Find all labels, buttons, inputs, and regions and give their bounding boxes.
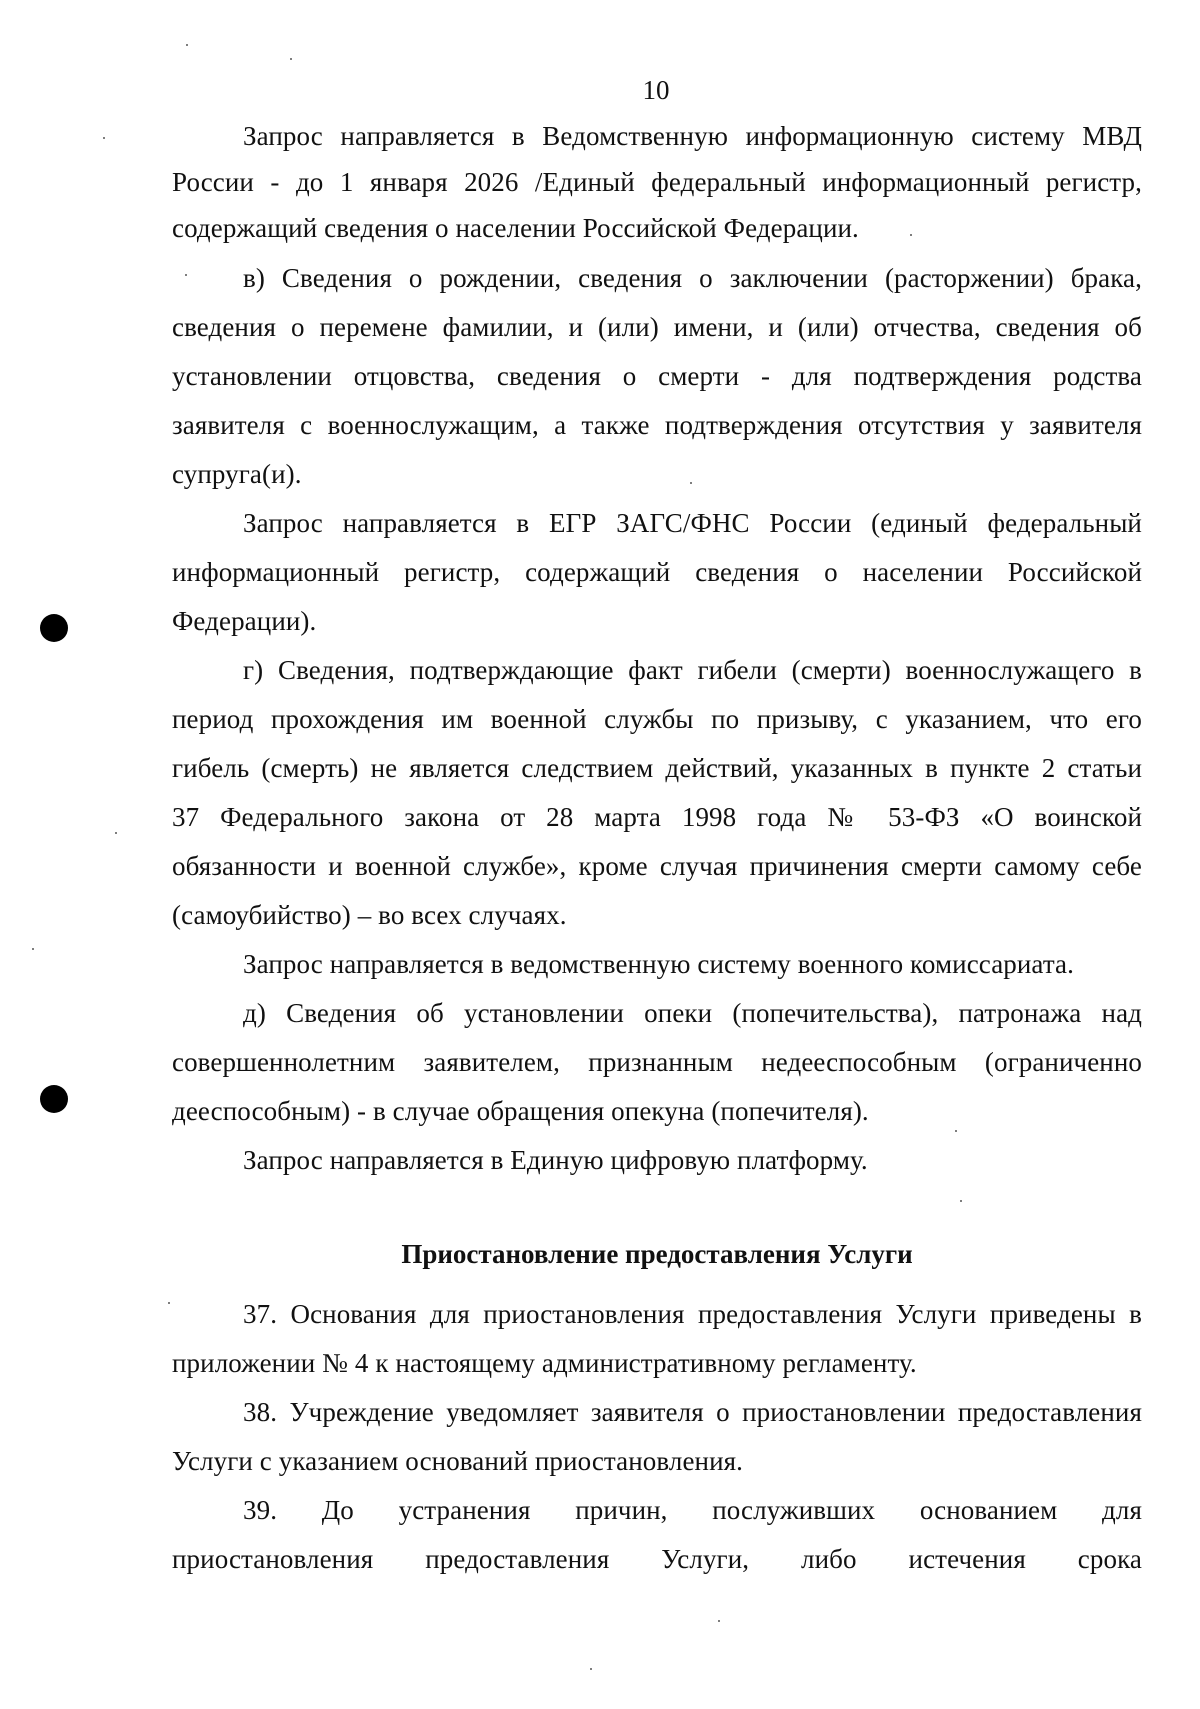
- paragraph-line: Запрос направляется в Единую цифровую платформу.: [243, 1145, 868, 1175]
- section-heading: Приостановление предоставления Услуги: [401, 1239, 913, 1269]
- punch-hole: [40, 614, 68, 642]
- paragraph-line: 37. Основания для приостановления предоставления Услуги приведены в: [243, 1299, 1142, 1329]
- scan-speck: [168, 1302, 170, 1304]
- scan-speck: [115, 832, 117, 834]
- scan-speck: [960, 1200, 962, 1202]
- scan-speck: [955, 1130, 957, 1132]
- paragraph-line: приостановления предоставления Услуги, либо истечения срока: [172, 1544, 1142, 1574]
- paragraph-line: Запрос направляется в Ведомственную информационную систему МВД: [243, 121, 1142, 151]
- paragraph-line: д) Сведения об установлении опеки (попечительства), патронажа над: [243, 998, 1142, 1028]
- scan-speck: [718, 1620, 720, 1622]
- paragraph-line: установлении отцовства, сведения о смерти - для подтверждения родства: [172, 361, 1142, 391]
- paragraph-line: период прохождения им военной службы по призыву, с указанием, что его: [172, 704, 1142, 734]
- paragraph-line: заявителя с военнослужащим, а также подтверждения отсутствия у заявителя: [172, 410, 1142, 440]
- paragraph-line: 38. Учреждение уведомляет заявителя о приостановлении предоставления: [243, 1397, 1142, 1427]
- paragraph-line: дееспособным) - в случае обращения опекуна (попечителя).: [172, 1096, 869, 1126]
- paragraph-line: Федерации).: [172, 606, 317, 636]
- scan-speck: [290, 58, 292, 60]
- paragraph-line: Услуги с указанием оснований приостановления.: [172, 1446, 744, 1476]
- paragraph-line: России - до 1 января 2026 /Единый федеральный информационный регистр,: [172, 167, 1142, 197]
- page-number: 10: [642, 75, 670, 105]
- scan-speck: [103, 137, 105, 139]
- paragraph-line: информационный регистр, содержащий сведения о населении Российской: [172, 557, 1142, 587]
- paragraph-line: Запрос направляется в ведомственную систему военного комиссариата.: [243, 949, 1074, 979]
- scan-speck: [32, 948, 34, 950]
- paragraph-line: 39. До устранения причин, послуживших основанием для: [243, 1495, 1142, 1525]
- paragraph-line: совершеннолетним заявителем, признанным недееспособным (ограниченно: [172, 1047, 1142, 1077]
- paragraph-line: в) Сведения о рождении, сведения о заключении (расторжении) брака,: [243, 263, 1142, 293]
- scan-speck: [186, 44, 188, 46]
- paragraph-line: обязанности и военной службе», кроме случая причинения смерти самому себе: [172, 851, 1142, 881]
- paragraph-line: Запрос направляется в ЕГР ЗАГС/ФНС России (единый федеральный: [243, 508, 1142, 538]
- paragraph-line: супруга(и).: [172, 459, 302, 489]
- scan-speck: [185, 274, 187, 276]
- paragraph-line: гибель (смерть) не является следствием действий, указанных в пункте 2 статьи: [172, 753, 1142, 783]
- paragraph-line: (самоубийство) – во всех случаях.: [172, 900, 567, 930]
- paragraph-line: приложении № 4 к настоящему административному регламенту.: [172, 1348, 917, 1378]
- scan-speck: [690, 482, 692, 484]
- paragraph-line: сведения о перемене фамилии, и (или) имени, и (или) отчества, сведения об: [172, 312, 1142, 342]
- scan-speck: [910, 234, 912, 236]
- punch-hole: [40, 1085, 68, 1113]
- paragraph-line: содержащий сведения о населении Российской Федерации.: [172, 213, 859, 243]
- paragraph-line: 37 Федерального закона от 28 марта 1998 года № 53-ФЗ «О воинской: [172, 802, 1142, 832]
- scan-speck: [590, 1668, 592, 1670]
- paragraph-line: г) Сведения, подтверждающие факт гибели (смерти) военнослужащего в: [243, 655, 1142, 685]
